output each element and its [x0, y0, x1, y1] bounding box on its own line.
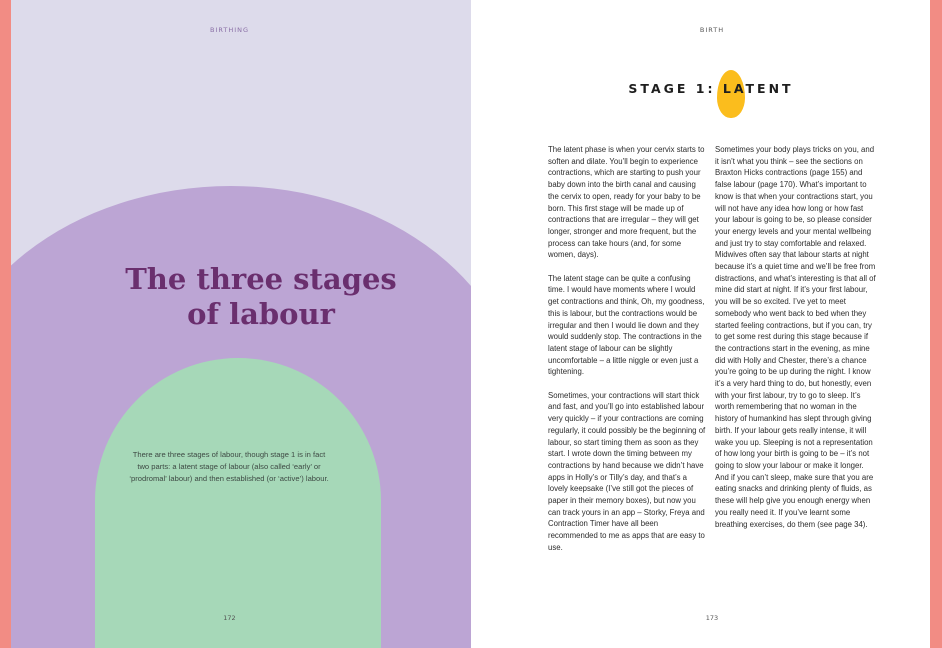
text-column-right [715, 144, 877, 542]
stage-heading: STAGE 1: LATENT [628, 81, 794, 96]
page-number-right: 173 [705, 614, 719, 622]
running-head-left: BIRTHING [209, 26, 250, 34]
chapter-title: The three stages of labour [125, 262, 397, 331]
paragraph: Sometimes your body plays tricks on you, and it isn’t what you think – see the sections on Braxton Hicks contractions (page 155) and false labour (page 170). What’s important to know is that when your contractions start, you will not have any idea how long or how fast your labour is going to be, so please consider your energy levels and your mental wellbeing and just try to stay comfortable and relaxed. Midwives often say that labour starts at night because it’s a quiet time and we’ll be free from distractions, and what’s interesting is that all of mine did start at night. If it’s your first labour, you will be so excited. I’ve yet to meet somebody who went back to bed when they started feeling contractions, but if you can, try to get some rest during this stage because if the contractions start in the evening, as mine did with Holly and Chester, there’s a chance you’re going to be up during the night. I know it’s a very hard thing to do, but honestly, even with your first labour, try to go to sleep. It’s worth remembering that no woman in the history of humankind has slept through giving birth. If your labour gets really intense, it will wake you up. Sleeping is not a representation of how long your birth is going to be – it’s not going to slow your labour or make it longer. And if you can’t sleep, make sure that you are eating snacks and drinking plenty of fluids, as these will help give you enough energy when you really need it. If you’ve learnt some breathing exercises, do them (see page 34). [715, 145, 876, 529]
left-page [11, 0, 471, 648]
right-page [471, 0, 930, 648]
green-background-shape [95, 358, 381, 648]
paragraph: The latent phase is when your cervix starts to soften and dilate. You’ll begin to experience contractions, which are starting to push your baby down into the birth canal and causing the cervix to open, ready for your baby to be born. This first stage will be made up of contractions that are irregular – they will get longer, stronger and more frequent, but the process can take hours (and, for some women, days). [548, 145, 705, 260]
running-head-right: BIRTH [699, 26, 725, 34]
intro-text: There are three stages of labour, though stage 1 is in fact two parts: a latent stage of labour (also called ‘early’ or ‘prodromal’ labour) and then established (or ‘active’) labour. [129, 450, 329, 483]
page-number-left: 172 [223, 614, 236, 622]
paragraph: Sometimes, your contractions will start thick and fast, and you’ll go into established labour very quickly – if your contractions are coming regularly, it could possibly be the beginning of labour, so start timing them as soon as they start. I wrote down the timing between my contractions by hand because we didn’t have apps in Holly’s or Tilly’s day, and that’s a lovely keepsake (I’ve still got the pieces of paper in their memory boxes), but now you can track yours in an app – Storky, Freya and Contraction Timer have all been recommended to me as apps that are easy to use. [548, 390, 706, 552]
paragraph: The latent stage can be quite a confusing time. I would have moments where I would get contractions and think, Oh, my goodness, this is labour, but the contractions would be irregular and then I would lie down and they would suddenly stop. The contractions in the latent stage of labour can be slightly uncomfortable – a little niggle or even just a tightening. [548, 273, 705, 377]
text-column-left [548, 144, 708, 565]
